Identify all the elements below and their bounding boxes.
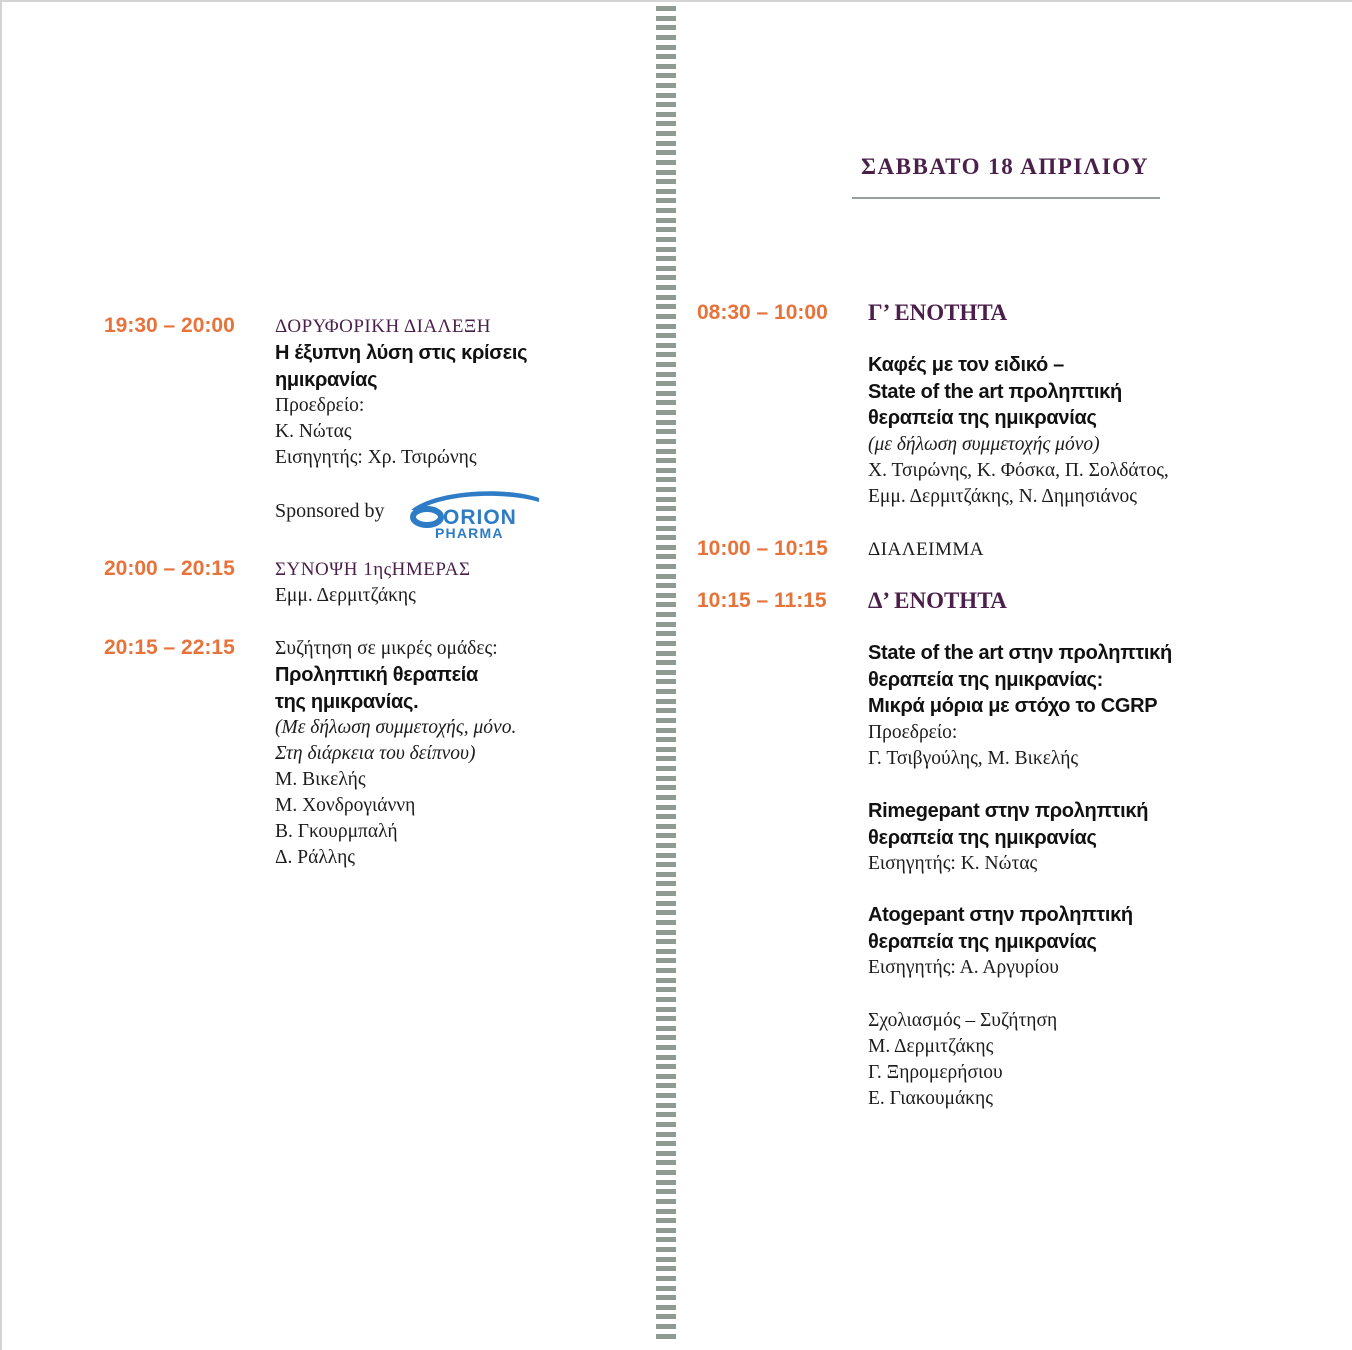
divider-bar — [656, 1189, 676, 1194]
session-time: 20:15 – 22:15 — [104, 636, 235, 659]
divider-bar — [656, 170, 676, 175]
divider-bar — [656, 314, 676, 319]
divider-bar — [656, 1160, 676, 1165]
divider-bar — [656, 612, 676, 617]
divider-bar — [656, 391, 676, 396]
participant-name: Δ. Ράλλης — [275, 847, 356, 868]
divider-bar — [656, 737, 676, 742]
divider-bar — [656, 756, 676, 761]
divider-bar — [656, 35, 676, 40]
divider-bar — [656, 987, 676, 992]
speaker-line: Εισηγητής: Χρ. Τσιρώνης — [275, 447, 477, 468]
divider-bar — [656, 1045, 676, 1050]
divider-bar — [656, 160, 676, 165]
talk-title-line: θεραπεία της ημικρανίας — [868, 930, 1097, 953]
session-satellite-lecture — [275, 314, 635, 471]
divider-bar — [656, 1218, 676, 1223]
divider-bar — [656, 1334, 676, 1339]
divider-bar — [656, 93, 676, 98]
divider-bar — [656, 400, 676, 405]
divider-bar — [656, 1074, 676, 1079]
session-title-line: ημικρανίας — [275, 368, 378, 391]
divider-bar — [656, 208, 676, 213]
section-heading: Δ’ ΕΝΟΤΗΤΑ — [868, 588, 1007, 613]
speaker-line: Εισηγητής: Α. Αργυρίου — [868, 957, 1059, 978]
session-day-summary — [275, 557, 635, 609]
talk-title-line: Μικρά μόρια με στόχο το CGRP — [868, 695, 1158, 717]
divider-bar — [656, 805, 676, 810]
divider-bar — [656, 275, 676, 280]
divider-bar — [656, 1141, 676, 1146]
divider-bar — [656, 372, 676, 377]
session-intro: Συζήτηση σε μικρές ομάδες: — [275, 638, 498, 659]
divider-bar — [656, 689, 676, 694]
divider-bar — [656, 420, 676, 425]
divider-bar — [656, 641, 676, 646]
divider-bar — [656, 150, 676, 155]
divider-bar — [656, 439, 676, 444]
divider-bar — [656, 949, 676, 954]
participants-line: Εμμ. Δερμιτζάκης, Ν. Δημησιάνος — [868, 485, 1137, 507]
divider-bar — [656, 1247, 676, 1252]
divider-bar — [656, 112, 676, 117]
divider-bar — [656, 622, 676, 627]
talk-atogepant — [868, 902, 1248, 981]
divider-bar — [656, 237, 676, 242]
divider-bar — [656, 853, 676, 858]
divider-bar — [656, 545, 676, 550]
participant-name: Μ. Βικελής — [275, 769, 366, 790]
divider-bar — [656, 6, 676, 11]
divider-bar — [656, 1016, 676, 1021]
divider-bar — [656, 516, 676, 521]
divider-bar — [656, 131, 676, 136]
column-divider — [656, 6, 676, 1350]
divider-bar — [656, 1324, 676, 1329]
divider-bar — [656, 958, 676, 963]
discussion-label: Σχολιασμός – Συζήτηση — [868, 1010, 1058, 1031]
divider-bar — [656, 814, 676, 819]
divider-bar — [656, 526, 676, 531]
section-heading: Γ’ ΕΝΟΤΗΤΑ — [868, 300, 1008, 325]
divider-bar — [656, 343, 676, 348]
divider-bar — [656, 247, 676, 252]
divider-bar — [656, 25, 676, 30]
talk-rimegepant — [868, 798, 1248, 877]
divider-bar — [656, 862, 676, 867]
divider-bar — [656, 1209, 676, 1214]
divider-bar — [656, 1064, 676, 1069]
day-title: ΣΑΒΒΑΤΟ 18 ΑΠΡΙΛΙΟΥ — [860, 154, 1150, 179]
divider-bar — [656, 189, 676, 194]
divider-bar — [656, 45, 676, 50]
divider-bar — [656, 833, 676, 838]
session-note: (Με δήλωση συμμετοχής, μόνο. — [275, 717, 517, 738]
divider-bar — [656, 295, 676, 300]
session-time: 10:15 – 11:15 — [697, 589, 827, 612]
divider-bar — [656, 1035, 676, 1040]
day-title-rule — [852, 197, 1160, 199]
divider-bar — [656, 1286, 676, 1291]
chair-label: Προεδρείο: — [868, 721, 958, 743]
page-border-left — [0, 0, 2, 1350]
orion-pharma-logo — [405, 488, 541, 540]
divider-bar — [656, 1083, 676, 1088]
sponsor-text: Sponsored by — [275, 500, 385, 522]
divider-bar — [656, 602, 676, 607]
chair-name: Κ. Νώτας — [275, 421, 352, 442]
chair-names: Γ. Τσιβγούλης, Μ. Βικελής — [868, 747, 1079, 769]
divider-bar — [656, 564, 676, 569]
divider-bar — [656, 824, 676, 829]
divider-bar — [656, 718, 676, 723]
discussant-name: Ε. Γιακουμάκης — [868, 1088, 993, 1109]
divider-bar — [656, 631, 676, 636]
divider-bar — [656, 1276, 676, 1281]
divider-bar — [656, 256, 676, 261]
talk-title-line: Rimegepant στην προληπτική — [868, 800, 1149, 822]
talk-title-line: θεραπεία της ημικρανίας — [868, 826, 1097, 849]
divider-bar — [656, 699, 676, 704]
divider-bar — [656, 1112, 676, 1117]
session-note: (με δήλωση συμμετοχής μόνο) — [868, 433, 1100, 455]
divider-bar — [656, 429, 676, 434]
divider-bar — [656, 535, 676, 540]
divider-bar — [656, 776, 676, 781]
divider-bar — [656, 1295, 676, 1300]
session-title-line: State of the art προληπτική — [868, 380, 1122, 403]
divider-bar — [656, 1170, 676, 1175]
logo-text-orion: ORION — [443, 506, 517, 529]
divider-bar — [656, 477, 676, 482]
divider-bar — [656, 218, 676, 223]
participants-line: Χ. Τσιρώνης, Κ. Φόσκα, Π. Σολδάτος, — [868, 459, 1169, 481]
divider-bar — [656, 554, 676, 559]
divider-bar — [656, 891, 676, 896]
divider-bar — [656, 381, 676, 386]
divider-bar — [656, 583, 676, 588]
session-label: ΔΟΡΥΦΟΡΙΚΗ ΔΙΑΛΕΞΗ — [275, 316, 491, 337]
divider-bar — [656, 227, 676, 232]
divider-bar — [656, 1132, 676, 1137]
divider-bar — [656, 997, 676, 1002]
session-coffee-with-expert — [868, 352, 1248, 510]
divider-bar — [656, 141, 676, 146]
divider-bar — [656, 83, 676, 88]
session-time: 10:00 – 10:15 — [697, 537, 828, 560]
divider-bar — [656, 1199, 676, 1204]
talk-title-line: State of the art στην προληπτική — [868, 642, 1172, 664]
divider-bar — [656, 968, 676, 973]
divider-bar — [656, 881, 676, 886]
session-time: 19:30 – 20:00 — [104, 314, 235, 337]
divider-bar — [656, 766, 676, 771]
break-label: ΔΙΑΛΕΙΜΜΑ — [868, 539, 984, 560]
session-label: ΣΥΝΟΨΗ 1ηςΗΜΕΡΑΣ — [275, 559, 471, 580]
session-title-line: θεραπεία της ημικρανίας — [868, 407, 1097, 429]
divider-bar — [656, 1007, 676, 1012]
divider-bar — [656, 497, 676, 502]
divider-bar — [656, 1257, 676, 1262]
divider-bar — [656, 1314, 676, 1319]
divider-bar — [656, 324, 676, 329]
logo-text-pharma: PHARMA — [435, 525, 504, 540]
divider-bar — [656, 1237, 676, 1242]
divider-bar — [656, 362, 676, 367]
divider-bar — [656, 410, 676, 415]
divider-bar — [656, 593, 676, 598]
session-small-groups — [275, 636, 635, 871]
session-time: 08:30 – 10:00 — [697, 301, 828, 324]
divider-bar — [656, 1093, 676, 1098]
talk-state-of-art-cgrp — [868, 640, 1248, 772]
divider-bar — [656, 54, 676, 59]
session-title-line: της ημικρανίας. — [275, 690, 419, 713]
participant-name: Μ. Χονδρογιάννη — [275, 795, 416, 816]
discussion-block — [868, 1008, 1248, 1112]
divider-bar — [656, 978, 676, 983]
divider-bar — [656, 468, 676, 473]
divider-bar — [656, 939, 676, 944]
divider-bar — [656, 872, 676, 877]
divider-bar — [656, 285, 676, 290]
page-border-top — [0, 0, 1352, 2]
session-note: Στη διάρκεια του δείπνου) — [275, 743, 476, 764]
divider-bar — [656, 1180, 676, 1185]
divider-bar — [656, 1026, 676, 1031]
divider-bar — [656, 352, 676, 357]
divider-bar — [656, 901, 676, 906]
discussant-name: Γ. Ξηρομερήσιου — [868, 1062, 1003, 1083]
speaker-line: Εισηγητής: Κ. Νώτας — [868, 853, 1038, 874]
divider-bar — [656, 843, 676, 848]
divider-bar — [656, 121, 676, 126]
divider-bar — [656, 708, 676, 713]
divider-bar — [656, 64, 676, 69]
divider-bar — [656, 487, 676, 492]
divider-bar — [656, 333, 676, 338]
divider-bar — [656, 660, 676, 665]
sponsor-block — [275, 488, 575, 540]
divider-bar — [656, 1103, 676, 1108]
divider-bar — [656, 73, 676, 78]
session-title-line: Προληπτική θεραπεία — [275, 664, 479, 686]
talk-title-line: θεραπεία της ημικρανίας: — [868, 668, 1103, 691]
talk-title-line: Atogepant στην προληπτική — [868, 904, 1133, 926]
divider-bar — [656, 728, 676, 733]
divider-bar — [656, 679, 676, 684]
divider-bar — [656, 1055, 676, 1060]
divider-bar — [656, 266, 676, 271]
chair-label: Προεδρείο: — [275, 395, 365, 416]
speaker-name: Εμμ. Δερμιτζάκης — [275, 585, 416, 606]
divider-bar — [656, 198, 676, 203]
divider-bar — [656, 910, 676, 915]
divider-bar — [656, 179, 676, 184]
divider-bar — [656, 930, 676, 935]
participant-name: Β. Γκουρμπαλή — [275, 821, 398, 842]
divider-bar — [656, 785, 676, 790]
divider-bar — [656, 1151, 676, 1156]
divider-bar — [656, 449, 676, 454]
discussant-name: Μ. Δερμιτζάκης — [868, 1036, 994, 1057]
divider-bar — [656, 458, 676, 463]
divider-bar — [656, 670, 676, 675]
divider-bar — [656, 102, 676, 107]
session-title-line: Η έξυπνη λύση στις κρίσεις — [275, 342, 528, 364]
divider-bar — [656, 651, 676, 656]
divider-bar — [656, 1266, 676, 1271]
session-time: 20:00 – 20:15 — [104, 557, 235, 580]
divider-bar — [656, 506, 676, 511]
divider-bar — [656, 795, 676, 800]
divider-bar — [656, 920, 676, 925]
divider-bar — [656, 1305, 676, 1310]
divider-bar — [656, 747, 676, 752]
divider-bar — [656, 1228, 676, 1233]
divider-bar — [656, 16, 676, 21]
divider-bar — [656, 574, 676, 579]
divider-bar — [656, 1122, 676, 1127]
session-title-line: Καφές με τον ειδικό – — [868, 354, 1064, 376]
divider-bar — [656, 304, 676, 309]
